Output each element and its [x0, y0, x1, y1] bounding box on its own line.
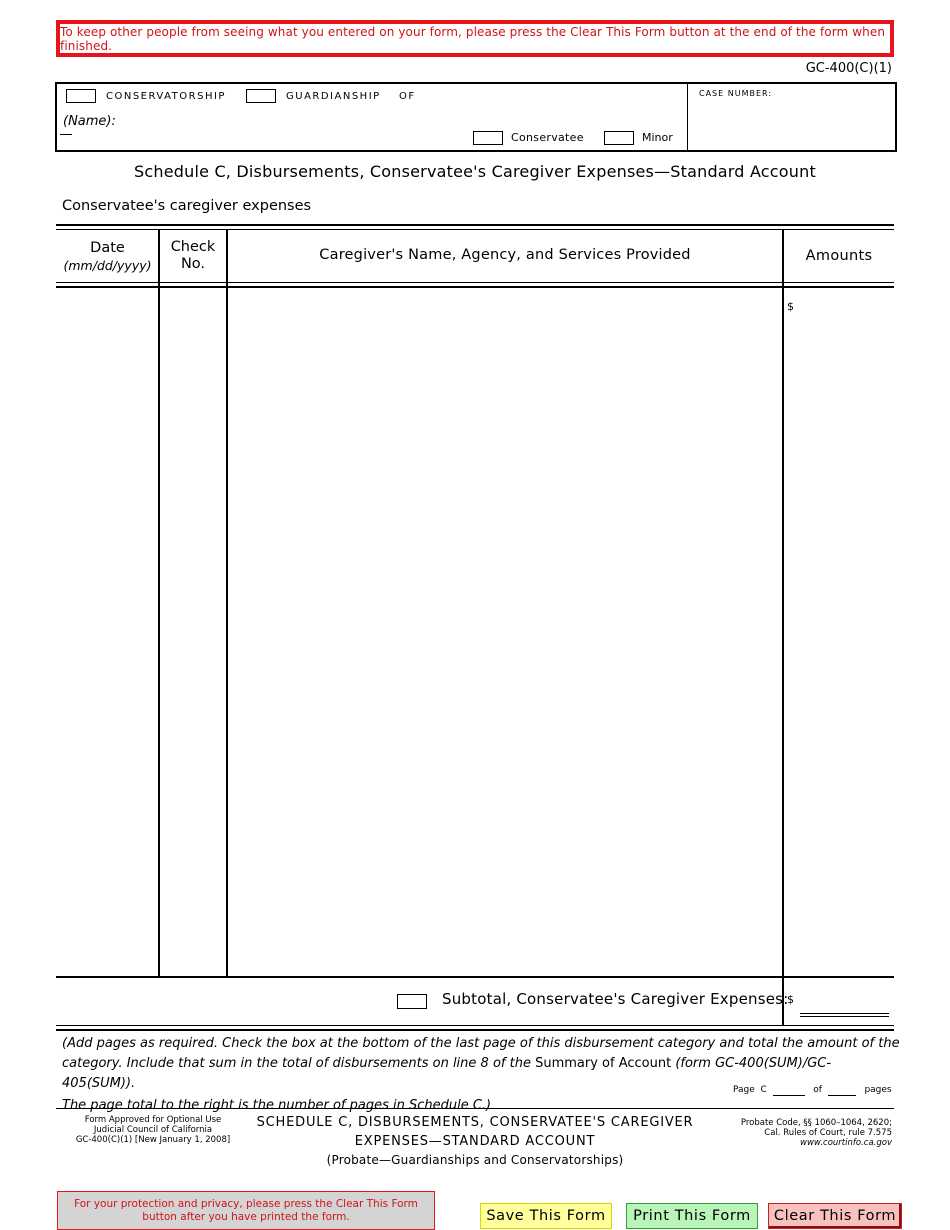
case-number-label: CASE NUMBER:: [699, 89, 773, 98]
minor-checkbox[interactable]: [604, 131, 634, 145]
privacy-notice-top: To keep other people from seeing what you entered on your form, please press the Clear This Form button at the end of the form when finished.: [56, 20, 894, 57]
privacy-notice-bottom: For your protection and privacy, please press the Clear This Form button after you have printed the form.: [57, 1191, 435, 1230]
form-number: GC-400(C)(1): [805, 61, 892, 76]
guardianship-checkbox[interactable]: [246, 89, 276, 103]
section-label: Conservatee's caregiver expenses: [62, 198, 312, 214]
subtotal-field[interactable]: [800, 995, 889, 1013]
col-header-date-format: (mm/dd/yyyy): [63, 258, 152, 273]
col-header-caregiver: Caregiver's Name, Agency, and Services Provided: [319, 247, 691, 263]
conservatorship-label: CONSERVATORSHIP: [106, 91, 226, 102]
footer-approval: Form Approved for Optional Use Judicial Council of California GC-400(C)(1) [New January 1, 2008]: [75, 1115, 231, 1145]
col-header-amounts: Amounts: [805, 248, 873, 264]
instructions: (Add pages as required. Check the box at the bottom of the last page of this disbursement category and total the amount of the category. Include that sum in the total of disbursements on line 8 of the Summary of Account (form GC-400(SUM)/GC-405(SUM)). The page total to the right is the number of pages in Schedule C.): [62, 1036, 900, 1113]
caption-box: [55, 82, 897, 152]
total-pages-field[interactable]: [828, 1085, 856, 1096]
minor-label: Minor: [642, 131, 673, 144]
case-number-field[interactable]: [693, 102, 889, 146]
name-label: (Name):: [63, 114, 116, 129]
page-number-field[interactable]: [773, 1085, 805, 1096]
col-header-date: Date (mm/dd/yyyy): [57, 240, 158, 274]
footer-title: SCHEDULE C, DISBURSEMENTS, CONSERVATEE'S CAREGIVER EXPENSES—STANDARD ACCOUNT (Probate—Guardianships and Conservatorships): [256, 1115, 694, 1167]
caregiver-field[interactable]: [229, 290, 781, 974]
check-no-field[interactable]: [161, 290, 225, 974]
clear-form-button[interactable]: Clear This Form: [768, 1203, 902, 1229]
conservatee-checkbox[interactable]: [473, 131, 503, 145]
last-page-checkbox[interactable]: [397, 994, 427, 1009]
conservatee-label: Conservatee: [511, 131, 584, 144]
col-header-check: Check No.: [170, 239, 216, 272]
of-label: OF: [399, 91, 416, 102]
page-title: Schedule C, Disbursements, Conservatee's Caregiver Expenses—Standard Account: [134, 162, 816, 181]
name-field[interactable]: [60, 134, 72, 135]
subtotal-label: Subtotal, Conservatee's Caregiver Expenses:: [442, 990, 789, 1008]
footer-citations: Probate Code, §§ 1060–1064, 2620; Cal. Rules of Court, rule 7.575 www.courtinfo.ca.gov: [740, 1118, 892, 1148]
page-counter: Page C of pages: [733, 1085, 892, 1095]
subtotal-currency: $: [787, 993, 794, 1006]
save-form-button[interactable]: Save This Form: [480, 1203, 612, 1229]
footer-website[interactable]: www.courtinfo.ca.gov: [800, 1138, 892, 1148]
amount-field[interactable]: [797, 290, 893, 974]
guardianship-label: GUARDIANSHIP: [286, 91, 381, 102]
date-field[interactable]: [57, 290, 157, 974]
print-form-button[interactable]: Print This Form: [626, 1203, 758, 1229]
conservatorship-checkbox[interactable]: [66, 89, 96, 103]
amount-currency: $: [787, 300, 794, 313]
